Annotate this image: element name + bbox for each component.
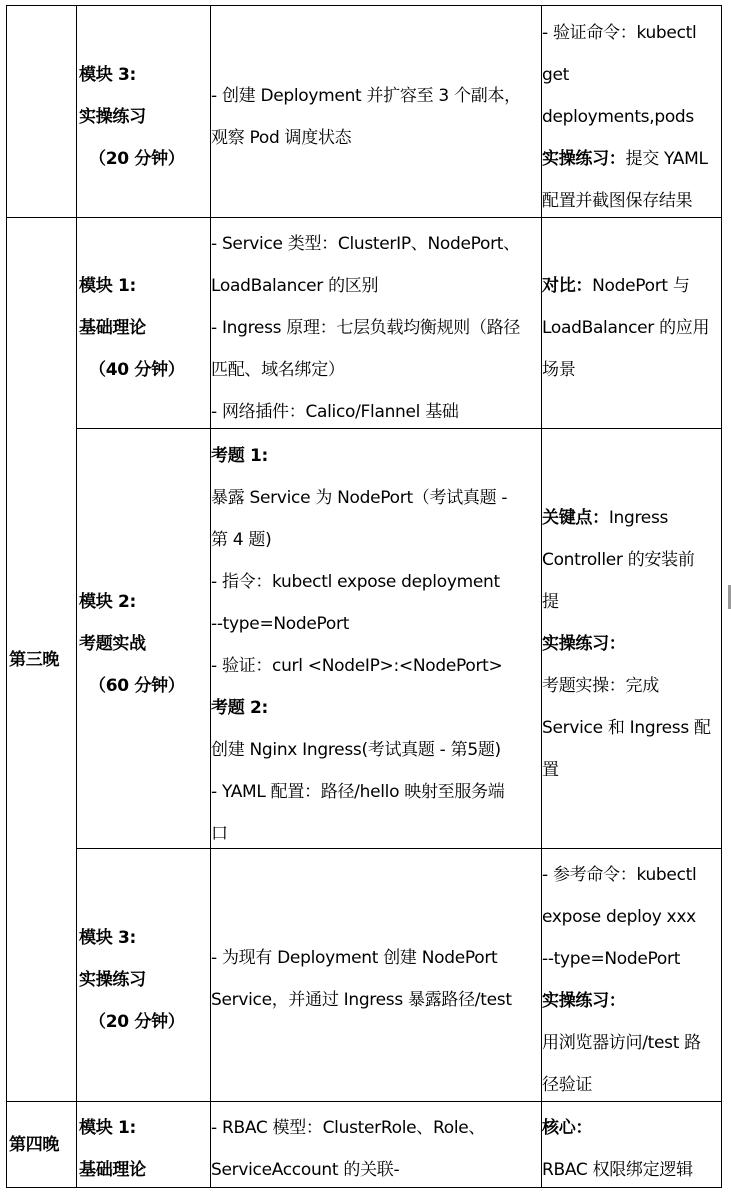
content-line: - 创建 Deployment 并扩容至 3 个副本， xyxy=(211,86,521,106)
notes-label: 对比： xyxy=(542,276,593,296)
content-line: 口 xyxy=(211,824,228,844)
notes-cell xyxy=(542,265,722,391)
content-line: Service，并通过 Ingress 暴露路径/test xyxy=(211,990,512,1010)
night-label xyxy=(7,1102,76,1187)
module-duration: （60 分钟） xyxy=(89,676,185,696)
module-duration: （20 分钟） xyxy=(89,149,185,169)
notes-line: - 参考命令：kubectl xyxy=(542,865,697,885)
notes-line: 用浏览器访问/test 路 xyxy=(542,1033,701,1053)
content-line: - Ingress 原理：七层负载均衡规则（路径 xyxy=(211,318,521,338)
content-line: 匹配、域名绑定） xyxy=(211,360,345,380)
module-type: 实操练习 xyxy=(79,970,146,990)
content-line: LoadBalancer 的区别 xyxy=(211,276,379,296)
module-duration: （40 分钟） xyxy=(89,360,185,380)
content-line: 观察 Pod 调度状态 xyxy=(211,128,352,148)
module-type: 实操练习 xyxy=(79,107,146,127)
notes-line: Service 和 Ingress 配 xyxy=(542,718,711,738)
module-cell xyxy=(77,1107,210,1191)
content-line: - Service 类型：ClusterIP、NodePort、 xyxy=(211,234,520,254)
content-cell xyxy=(211,435,541,855)
module-cell xyxy=(77,581,210,707)
content-line: 创建 Nginx Ingress(考试真题 - 第5题) xyxy=(211,740,501,760)
content-line: - 指令：kubectl expose deployment xyxy=(211,572,500,592)
notes-line: 考题实操：完成 xyxy=(542,676,659,696)
notes-line xyxy=(542,497,722,539)
notes-line: - 验证命令：kubectl xyxy=(542,23,697,43)
notes-line: deployments,pods xyxy=(542,107,694,127)
module-cell xyxy=(77,917,210,1043)
content-line: --type=NodePort xyxy=(211,614,350,634)
notes-label: 核心： xyxy=(542,1118,593,1138)
notes-line: --type=NodePort xyxy=(542,949,681,969)
content-line: 第 4 题) xyxy=(211,530,272,550)
notes-line xyxy=(542,265,722,307)
night-text: 第四晚 xyxy=(9,1134,60,1155)
notes-line: 配置并截图保存结果 xyxy=(542,191,693,211)
module-number: 模块 3: xyxy=(79,65,137,85)
module-type: 考题实战 xyxy=(79,634,146,654)
night-text: 第三晚 xyxy=(9,649,60,670)
notes-cell xyxy=(542,12,722,222)
notes-label: 实操练习： xyxy=(542,991,626,1011)
notes-line: 置 xyxy=(542,760,559,780)
content-cell xyxy=(211,1107,541,1191)
content-cell xyxy=(211,75,541,159)
module-number: 模块 1: xyxy=(79,276,137,296)
notes-line: RBAC 权限绑定逻辑 xyxy=(542,1160,693,1180)
module-cell xyxy=(77,265,210,391)
content-line: - RBAC 模型：ClusterRole、Role、 xyxy=(211,1118,486,1138)
module-duration: （20 分钟） xyxy=(89,1012,185,1032)
module-type: 基础理论 xyxy=(79,318,146,338)
module-type: 基础理论 xyxy=(79,1160,146,1180)
notes-line xyxy=(542,138,722,180)
notes-text: Ingress xyxy=(608,508,669,528)
notes-text: 提交 YAML xyxy=(625,149,708,169)
module-number: 模块 3: xyxy=(79,928,137,948)
content-cell xyxy=(211,223,541,433)
content-cell xyxy=(211,937,541,1021)
notes-line: 提 xyxy=(542,592,559,612)
content-line: - YAML 配置：路径/hello 映射至服务端 xyxy=(211,782,505,802)
notes-line: Controller 的安装前 xyxy=(542,550,695,570)
night-label xyxy=(7,218,76,1101)
notes-cell xyxy=(542,854,722,1106)
content-line: - 为现有 Deployment 创建 NodePort xyxy=(211,948,498,968)
notes-label: 实操练习： xyxy=(542,634,626,654)
content-line: - 网络插件：Calico/Flannel 基础 xyxy=(211,402,459,422)
notes-line: get xyxy=(542,65,570,85)
notes-line: LoadBalancer 的应用 xyxy=(542,318,710,338)
notes-line: 径验证 xyxy=(542,1075,593,1095)
module-number: 模块 1: xyxy=(79,1118,137,1138)
notes-label: 实操练习： xyxy=(542,149,626,169)
notes-line: expose deploy xxx xyxy=(542,907,696,927)
content-line: - 验证：curl <NodeIP>:<NodePort> xyxy=(211,656,503,676)
notes-cell xyxy=(542,497,722,791)
content-line: ServiceAccount 的关联- xyxy=(211,1160,400,1180)
module-cell xyxy=(77,54,210,180)
question-label: 考题 1: xyxy=(211,446,269,466)
notes-line: 场景 xyxy=(542,360,576,380)
module-number: 模块 2: xyxy=(79,592,137,612)
content-line: 暴露 Service 为 NodePort（考试真题 - xyxy=(211,488,508,508)
question-label: 考题 2: xyxy=(211,698,269,718)
notes-text: NodePort 与 xyxy=(592,276,690,296)
table-line xyxy=(6,5,722,6)
notes-label: 关键点： xyxy=(542,508,609,528)
notes-cell xyxy=(542,1107,722,1191)
